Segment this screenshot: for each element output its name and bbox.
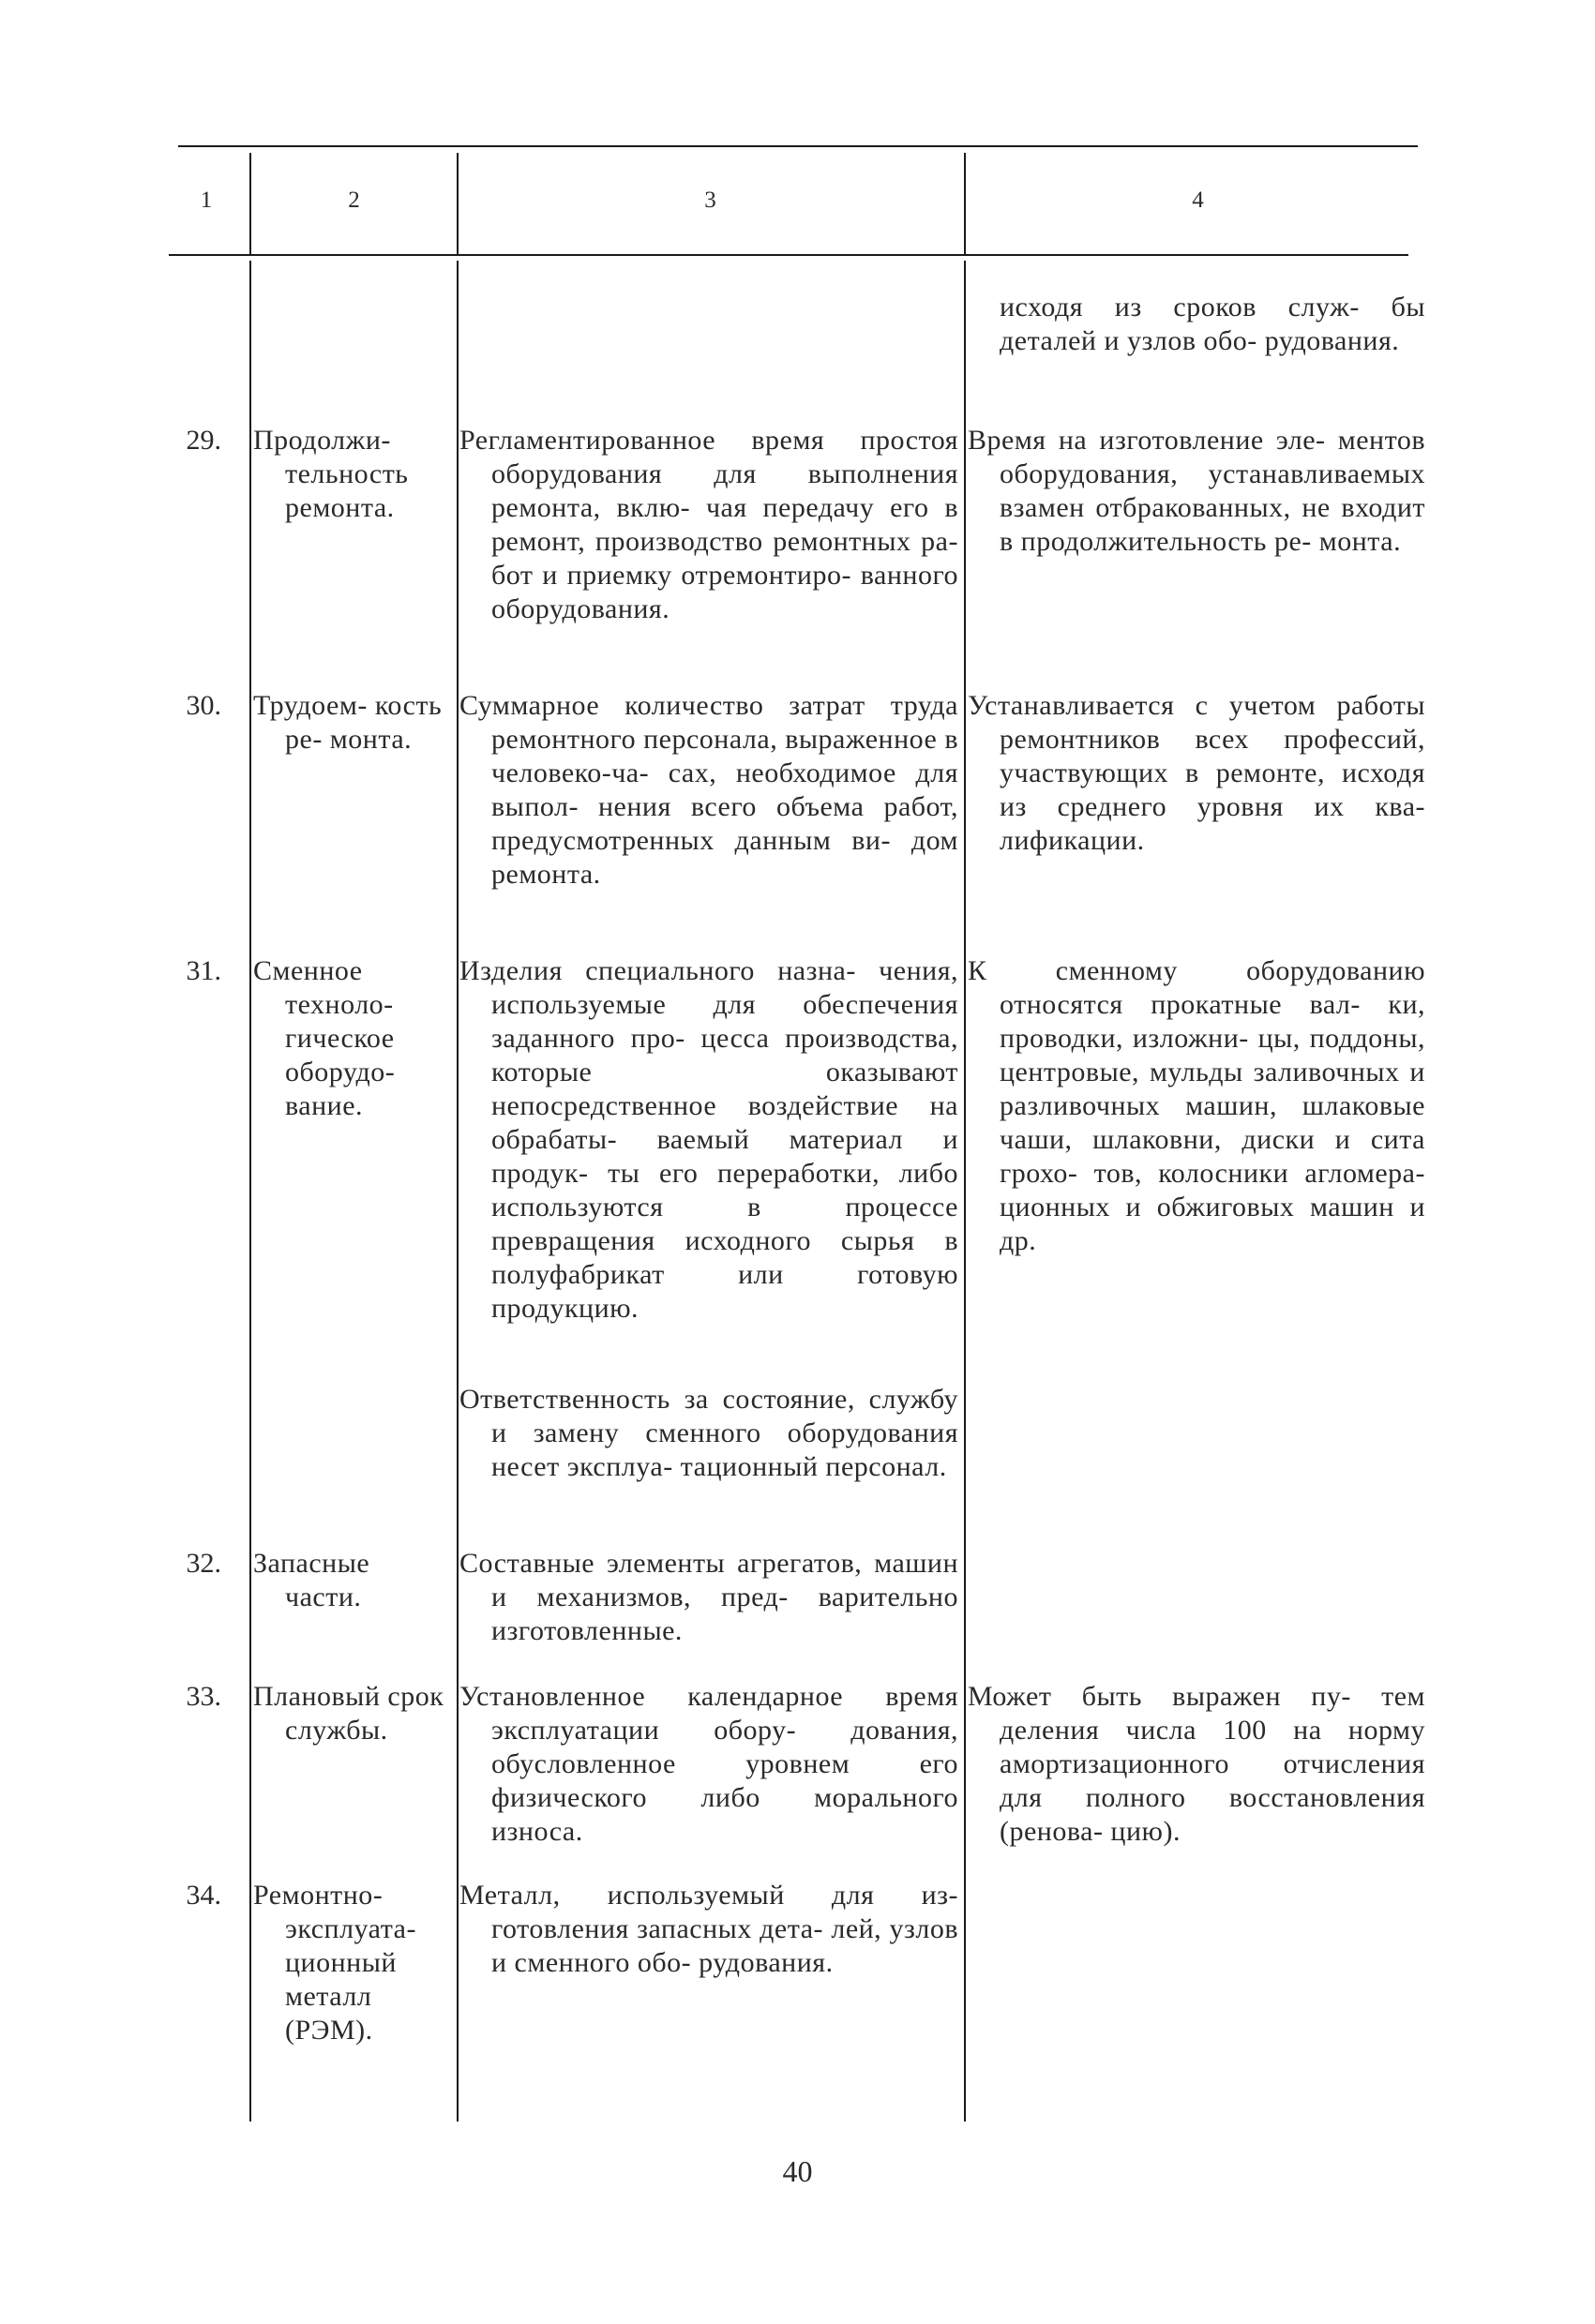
term-cell: Трудоем- кость ре- монта. [253,690,443,755]
column-divider-1-body [249,261,251,2122]
definition-cell: Установленное календарное время эксплуатации обору- дования, обусловленное уровнем его физического либо морального износа. [459,1681,958,1847]
row-number: 33. [186,1681,221,1712]
column-divider-2-body [457,261,459,2122]
note-cell: Может быть выражен пу- тем деления числа 100 на норму амортизационного отчисления для полного восстановления (ренова- цию). [968,1681,1425,1847]
term-cell: Ремонтно- эксплуата- ционный металл (РЭМ). [253,1880,416,2046]
definition-cell: Регламентированное время простоя оборудования для выполнения ремонта, вклю- чая передачу его в ремонт, производство ремонтных ра- бот и приемку отремонтиро- ванного оборудования. [459,425,958,624]
definition-cell-second-paragraph: Ответственность за состояние, службу и замену сменного оборудования несет эксплуа- тационный персонал. [459,1384,958,1482]
note-cell: Время на изготовление эле- ментов оборудования, устанавливаемых взамен отбракованных, не входит в продолжительность ре- монта. [968,425,1425,557]
row-number: 30. [186,690,221,721]
column-divider-3-body [964,261,966,2122]
note-cell: К сменному оборудованию относятся прокатные вал- ки, проводки, изложни- цы, поддоны, центровые, мульды заливочных и разливочных машин, шлаковые чаши, шлаковни, диски и сита грохо- тов, колосники агломера- ционных и обжиговых машин и др. [968,955,1425,1256]
column-divider-1 [249,153,251,254]
row-number: 31. [186,955,221,986]
row-number: 29. [186,425,221,456]
definition-cell: Изделия специального назна- чения, используемые для обеспечения заданного про- цесса производства, которые оказывают непосредственное воздействие на обрабаты- ваемый материал и продук- ты его переработки, либо используются в процессе превращения исходного сырья в полуфабрикат или готовую продукцию. [459,955,958,1324]
column-divider-2 [457,153,459,254]
header-col-2: 2 [348,187,360,213]
continuation-note: исходя из сроков служ- бы деталей и узлов обо- рудования. [1000,292,1425,356]
term-cell: Продолжи- тельность ремонта. [253,425,409,523]
term-cell: Плановый срок службы. [253,1681,444,1746]
header-col-1: 1 [200,187,213,213]
note-cell: Устанавливается с учетом работы ремонтников всех профессий, участвующих в ремонте, исходя из среднего уровня их ква- лификации. [968,690,1425,856]
definition-cell: Металл, используемый для из- готовления запасных дета- лей, узлов и сменного обо- рудования. [459,1880,958,1978]
table-top-rule [178,145,1418,147]
header-col-3: 3 [704,187,716,213]
page-number: 40 [782,2154,813,2188]
definition-cell: Составные элементы агрегатов, машин и механизмов, пред- варительно изготовленные. [459,1548,958,1646]
term-cell: Сменное техноло- гическое оборудо- вание. [253,955,396,1121]
definition-cell: Суммарное количество затрат труда ремонтного персонала, выраженное в человеко-ча- сах, необходимое для выпол- нения всего объема работ, предусмотренных данным ви- дом ремонта. [459,690,958,890]
header-bottom-rule [169,254,1408,256]
row-number: 34. [186,1880,221,1911]
row-number: 32. [186,1548,221,1579]
header-col-4: 4 [1192,187,1204,213]
term-cell: Запасные части. [253,1548,370,1612]
